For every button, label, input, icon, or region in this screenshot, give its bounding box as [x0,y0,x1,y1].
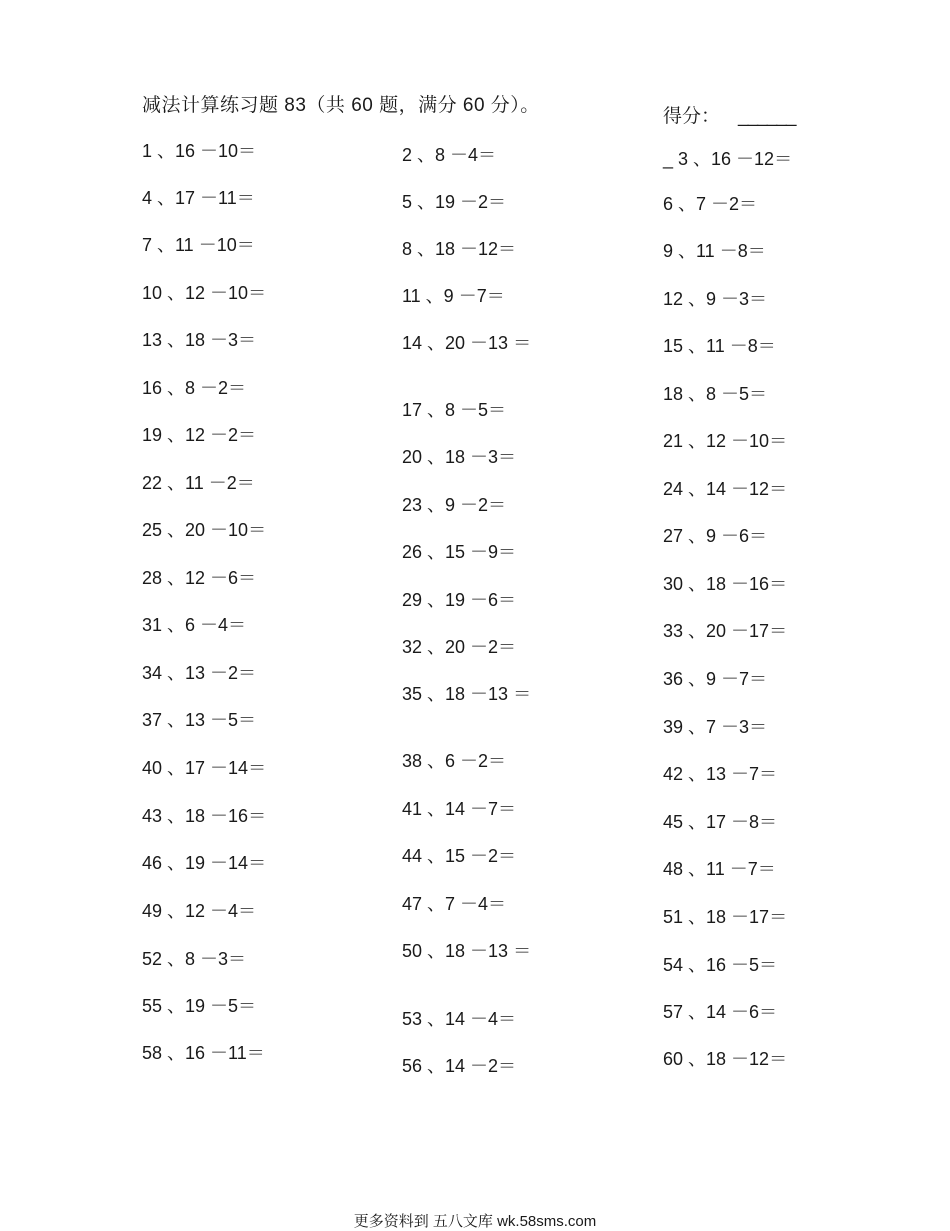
footer-watermark: 更多资料到 五八文库 wk.58sms.com [353,1213,597,1230]
problem-item: 52 、8 －3＝ [142,949,247,969]
problem-item: 27 、9 －6＝ [663,526,768,546]
problem-item: 5 、19 －2＝ [402,192,507,212]
problem-item: 10 、12 －10＝ [142,283,267,303]
problem-item: 16 、8 －2＝ [142,378,247,398]
problem-item: 53 、14 －4＝ [402,1009,517,1029]
problem-item: 2 、8 －4＝ [402,145,497,165]
problem-item: 60 、18 －12＝ [663,1049,788,1069]
problem-item: 21 、12 －10＝ [663,431,788,451]
problem-item: 58 、16 －11＝ [142,1043,265,1063]
problem-item: 18 、8 －5＝ [663,384,768,404]
problem-item: 41 、14 －7＝ [402,799,517,819]
problem-item: 39 、7 －3＝ [663,717,768,737]
problem-item: _ 3 、16 －12＝ [663,149,793,169]
problem-item: 24 、14 －12＝ [663,479,788,499]
problem-item: 49 、12 －4＝ [142,901,257,921]
problem-item: 12 、9 －3＝ [663,289,768,309]
problem-item: 38 、6 －2＝ [402,751,507,771]
problem-item: 32 、20 －2＝ [402,637,517,657]
problem-item: 6 、7 －2＝ [663,194,758,214]
problem-item: 56 、14 －2＝ [402,1056,517,1076]
problem-item: 50 、18 －13 ＝ [402,941,532,961]
problem-item: 55 、19 －5＝ [142,996,257,1016]
problem-item: 34 、13 －2＝ [142,663,257,683]
problem-item: 57 、14 －6＝ [663,1002,778,1022]
problem-item: 23 、9 －2＝ [402,495,507,515]
problem-item: 37 、13 －5＝ [142,710,257,730]
problem-item: 44 、15 －2＝ [402,846,517,866]
page-title: 减法计算练习题 83（共 60 题，满分 60 分）。 [142,95,540,116]
problem-item: 42 、13 －7＝ [663,764,778,784]
problem-item: 36 、9 －7＝ [663,669,768,689]
problem-item: 15 、11 －8＝ [663,336,776,356]
problem-item: 35 、18 －13 ＝ [402,684,532,704]
problem-item: 7 、11 －10＝ [142,235,255,255]
problem-item: 14 、20 －13 ＝ [402,333,532,353]
problem-item: 20 、18 －3＝ [402,447,517,467]
problem-item: 40 、17 －14＝ [142,758,267,778]
problem-item: 28 、12 －6＝ [142,568,257,588]
problem-item: 11 、9 －7＝ [402,286,505,306]
problem-item: 45 、17 －8＝ [663,812,778,832]
score-field [663,101,795,128]
problem-item: 25 、20 －10＝ [142,520,267,540]
problem-item: 51 、18 －17＝ [663,907,788,927]
problem-item: 4 、17 －11＝ [142,188,255,208]
problem-item: 22 、11 －2＝ [142,473,255,493]
problem-item: 26 、15 －9＝ [402,542,517,562]
problem-item: 54 、16 －5＝ [663,955,778,975]
score-label: 得分： [663,106,721,127]
problem-item: 9 、11 －8＝ [663,241,766,261]
score-blank[interactable]: ______ [738,106,796,127]
problem-item: 31 、6 －4＝ [142,615,247,635]
problem-item: 33 、20 －17＝ [663,621,788,641]
problem-item: 46 、19 －14＝ [142,853,267,873]
problem-item: 30 、18 －16＝ [663,574,788,594]
problem-item: 19 、12 －2＝ [142,425,257,445]
problem-item: 43 、18 －16＝ [142,806,267,826]
problem-item: 13 、18 －3＝ [142,330,257,350]
problem-item: 47 、7 －4＝ [402,894,507,914]
problem-item: 8 、18 －12＝ [402,239,517,259]
problem-item: 17 、8 －5＝ [402,400,507,420]
problem-item: 48 、11 －7＝ [663,859,776,879]
problem-item: 29 、19 －6＝ [402,590,517,610]
problem-item: 1 、16 －10＝ [142,141,257,161]
